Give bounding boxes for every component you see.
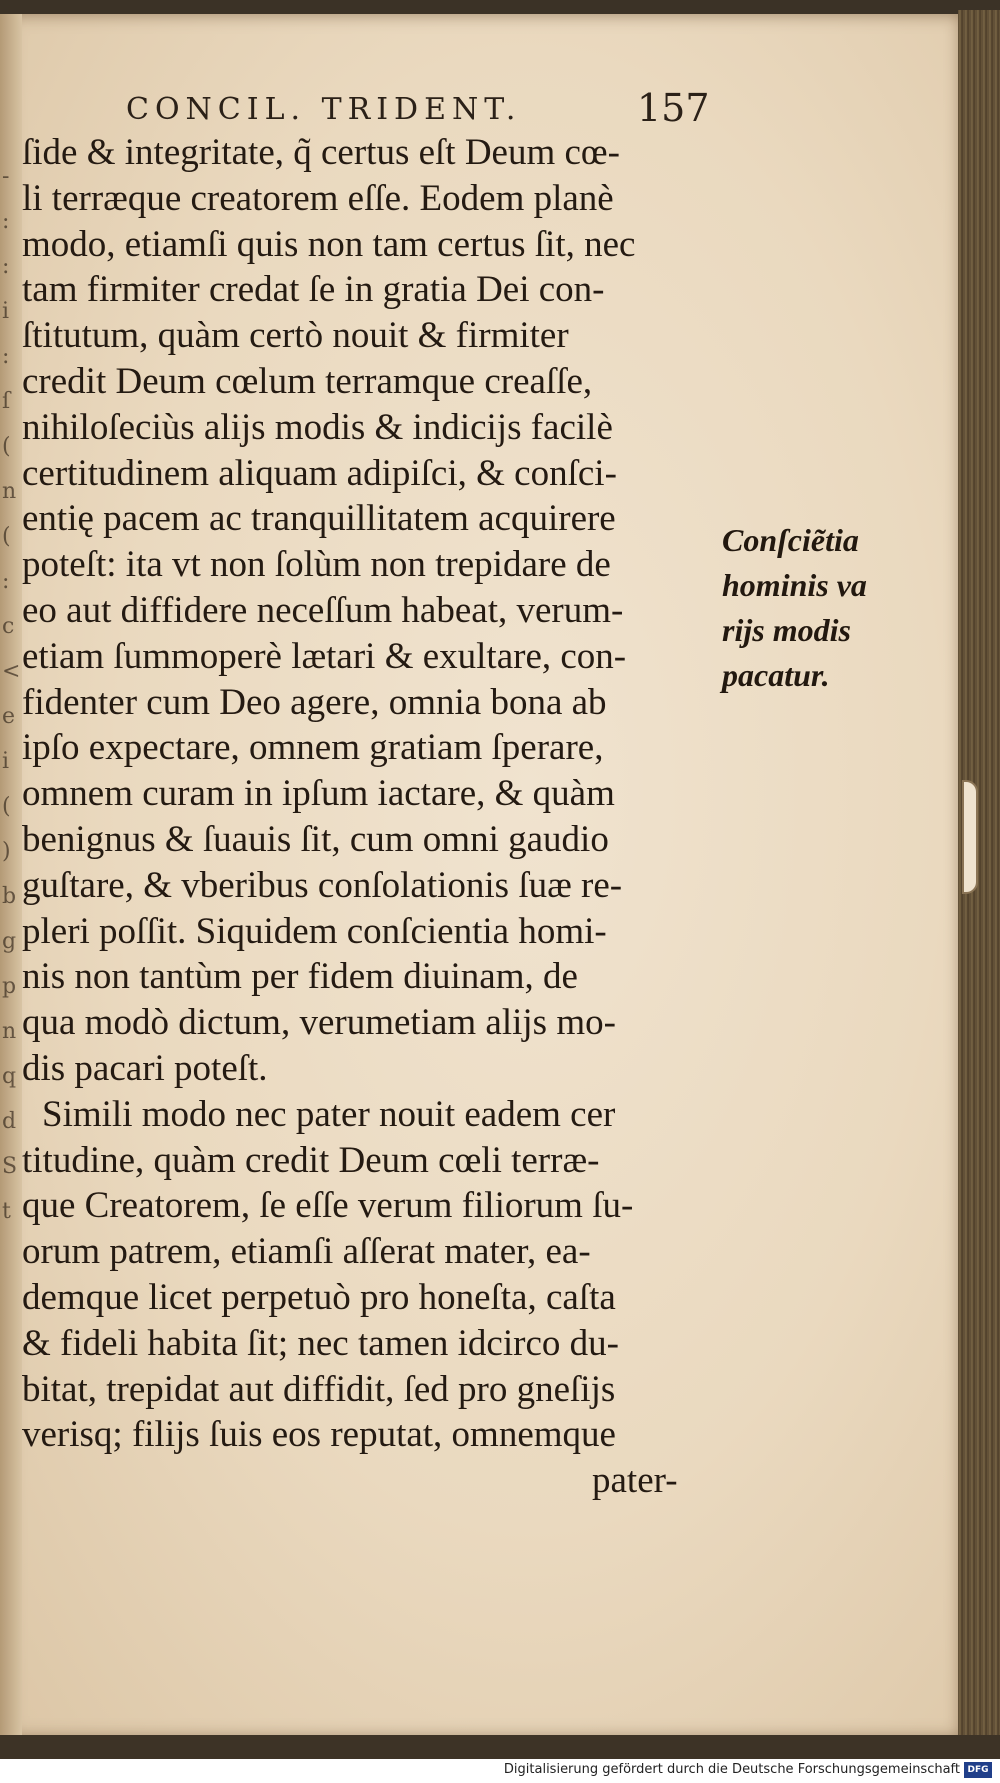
- catchword: pater-: [592, 1460, 678, 1502]
- text-line: orum patrem, etiamſi aſſerat mater, ea-: [22, 1231, 591, 1273]
- text-line: entię pacem ac tranquillitatem acquirere: [22, 498, 616, 540]
- text-line: benignus & ſuauis ſit, cum omni gaudio: [22, 818, 609, 860]
- text-line: titudine, quàm credit Deum cœli terræ-: [22, 1139, 600, 1181]
- dfg-logo: DFG: [964, 1762, 992, 1778]
- marginal-note-line: hominis va: [722, 567, 867, 603]
- body-text: [22, 130, 722, 1504]
- text-line: poteſt: ita vt non ſolùm non trepidare de: [22, 544, 611, 586]
- text-line: verisq; filijs ſuis eos reputat, omnemque: [22, 1414, 616, 1456]
- text-line: tam firmiter credat ſe in gratia Dei con-: [22, 269, 605, 311]
- text-line: dis pacari poteſt.: [22, 1047, 268, 1089]
- text-line: ſtitutum, quàm certò nouit & firmiter: [22, 315, 569, 357]
- text-line: eo aut diffidere neceſſum habeat, verum-: [22, 589, 624, 631]
- text-line: nihiloſeciùs alijs modis & indicijs facilè: [22, 406, 613, 448]
- text-line: etiam ſummoperè lætari & exultare, con-: [22, 635, 627, 677]
- text-line: & fideli habita ſit; nec tamen idcirco du-: [22, 1322, 619, 1364]
- text-line: que Creatorem, ſe eſſe verum filiorum ſu-: [22, 1185, 634, 1227]
- marginal-note-line: Conſciẽtia: [722, 522, 859, 558]
- paragraph-first-line: Simili modo nec pater nouit eadem cer: [42, 1093, 616, 1135]
- gutter-show-through: - : : i : ſ ( n ( : c < e i ( ) b g p n q d S t: [2, 164, 21, 1224]
- text-line: fidenter cum Deo agere, omnia bona ab: [22, 681, 607, 723]
- text-line: ipſo expectare, omnem gratiam ſperare,: [22, 727, 604, 769]
- text-line: bitat, trepidat aut diffidit, ſed pro gneſijs: [22, 1368, 616, 1410]
- bottom-book-edge: [0, 1735, 1000, 1759]
- marginal-note-line: pacatur.: [722, 657, 830, 693]
- running-head: CONCIL. TRIDENT.: [126, 92, 522, 127]
- digitization-credit: Digitalisierung gefördert durch die Deutsche Forschungsgemeinschaft: [503, 1762, 960, 1777]
- text-line: guſtare, & vberibus conſolationis ſuæ re-: [22, 864, 623, 906]
- text-line: nis non tantùm per fidem diuinam, de: [22, 956, 578, 998]
- text-line: li terræque creatorem eſſe. Eodem planè: [22, 177, 614, 219]
- text-line: ſide & integritate, q̃ certus eſt Deum cœ-: [22, 132, 620, 173]
- text-line: certitudinem aliquam adipiſci, & conſci-: [22, 452, 617, 494]
- page-tab-marker: [962, 780, 978, 894]
- text-line: credit Deum cœlum terramque creaſſe,: [22, 360, 593, 402]
- marginal-note: [722, 518, 902, 698]
- text-line: pleri poſſit. Siquidem conſcientia homi-: [22, 910, 607, 952]
- text-line: modo, etiamſi quis non tam certus ſit, nec: [22, 223, 636, 265]
- text-line: qua modò dictum, verumetiam alijs mo-: [22, 1002, 616, 1044]
- page-number: 157: [637, 86, 710, 130]
- text-line: demque licet perpetuò pro honeſta, caſta: [22, 1276, 616, 1318]
- binding-gutter: [0, 14, 22, 1738]
- marginal-note-line: rijs modis: [722, 612, 851, 648]
- text-line: omnem curam in ipſum iactare, & quàm: [22, 773, 615, 815]
